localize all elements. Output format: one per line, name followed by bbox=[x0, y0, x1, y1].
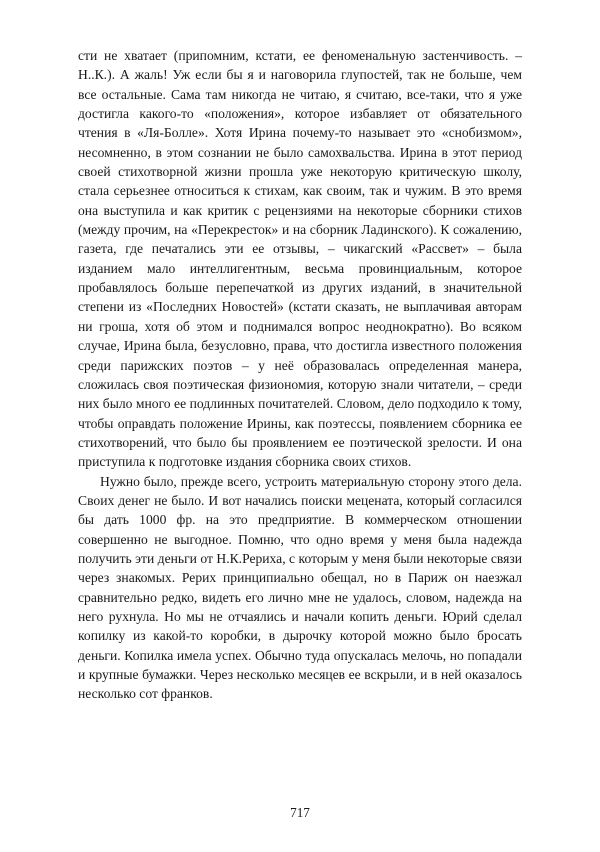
page-number: 717 bbox=[290, 805, 310, 820]
paragraph: Нужно было, прежде всего, устроить материальную сторону этого дела. Своих денег не было. И вот начались поиски мецената, который согласился бы дать 1000 фр. на это предприятие. В коммерческом отношении совершенно не выгодное. Помню, что одно время у меня была надежда получить эти деньги от Н.К.Рериха, с которым у меня были некоторые связи через знакомых. Рерих принципиально обещал, но в Париж он наезжал сравнительно редко, видеть его лично мне не удалось, словом, надежда на него рухнула. Но мы не отчаялись и начали копить деньги. Юрий сделал копилку из какой-то коробки, в дырочку которой можно было бросать деньги. Копилка имела успех. Обычно туда опускалась мелочь, но попадали и крупные бумажки. Через несколько месяцев ее вскрыли, и в ней оказалось несколько сот франков. bbox=[78, 473, 522, 702]
paragraph: сти не хватает (припомним, кстати, ее феноменальную застенчивость. – Н..К.). А жаль! Уж если бы я и наговорила глупостей, так не больше, чем все остальные. Сама там никогда не читаю, я считаю, все-таки, что я уже достигла какого-то «положения», которое избавляет от обязательного чтения в «Ля-Болле». Хотя Ирина почему-то называет это «снобизмом», несомненно, в этом сознании не было самохвальства. Ирина в этот период своей стихотворной жизни прошла уже некоторую критическую школу, стала серьезнее относиться к стихам, как своим, так и чужим. В это время она выступила и как критик с рецензиями на некоторые сборники стихов (между прочим, на «Перекресток» и на сборник Ладинского). К сожалению, газета, где печатались эти ее отзывы, – чикагский «Рассвет» – была изданием мало интеллигентным, весьма провинциальным, которое пробавлялось больше перепечаткой из других изданий, в значительной степени из «Последних Новостей» (кстати сказать, не выплачивая авторам ни гроша, хотя об этом и поднимался вопрос неоднократно). Во всяком случае, Ирина была, безусловно, права, что достигла известного положения среди парижских поэтов – у неё образовалась определенная манера, сложилась своя поэтическая физиономия, которую знали читатели, – среди них было много ее подлинных почитателей. Словом, дело подходило к тому, чтобы оправдать положение Ирины, как поэтессы, появлением сборника ее стихотворений, что было бы проявлением ее поэтической зрелости. И она приступила к подготовке издания сборника своих стихов. bbox=[78, 48, 522, 470]
page-text-body bbox=[78, 46, 522, 704]
